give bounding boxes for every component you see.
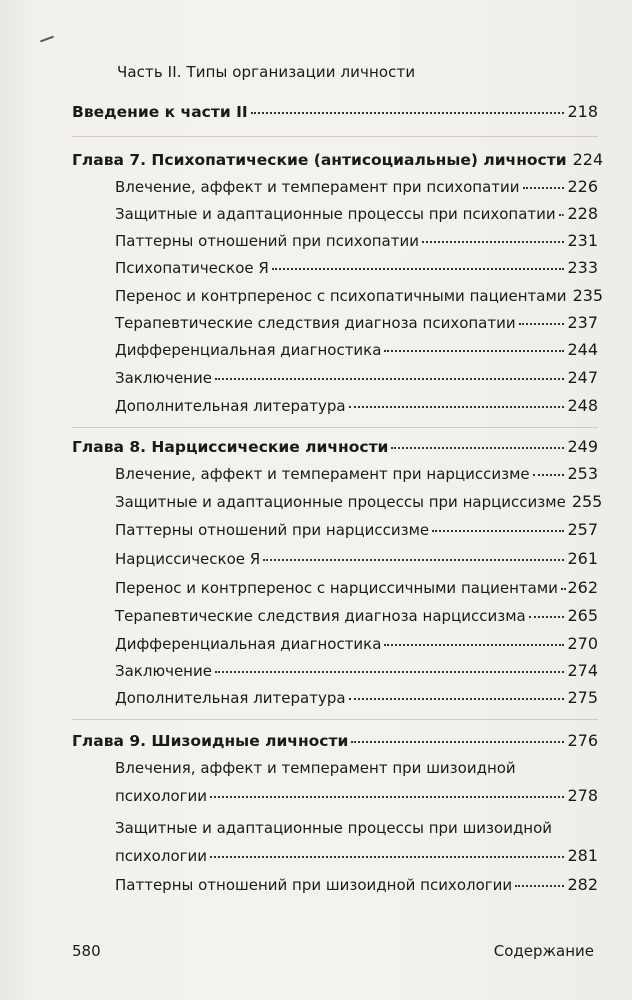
page-number: 580 <box>72 942 101 960</box>
toc-entry[interactable]: психологии 281 <box>115 846 598 865</box>
section-divider <box>72 719 598 720</box>
toc-entry[interactable]: Влечение, аффект и темперамент при психопатии 226 <box>115 177 598 196</box>
dot-leader <box>391 446 564 449</box>
toc-entry[interactable]: Защитные и адаптационные процессы при нарциссизме 255 <box>115 492 603 511</box>
dot-leader <box>210 855 564 858</box>
part-heading: Часть II. Типы организации личности <box>117 63 416 81</box>
toc-entry[interactable]: Перенос и контрперенос с психопатичными пациентами 235 <box>115 286 604 305</box>
dot-leader <box>351 740 564 743</box>
dot-leader <box>384 349 564 352</box>
dot-leader <box>263 558 564 561</box>
toc-entry[interactable]: Нарциссическое Я 261 <box>115 549 598 568</box>
dot-leader <box>432 529 564 532</box>
toc-entry[interactable]: Терапевтические следствия диагноза нарциссизма 265 <box>115 606 598 625</box>
dot-leader <box>251 111 565 114</box>
dot-leader <box>515 884 564 887</box>
toc-entry[interactable]: Заключение 247 <box>115 368 598 387</box>
toc-entry[interactable]: Заключение 274 <box>115 661 598 680</box>
dot-leader <box>559 213 565 216</box>
toc-entry-line: Защитные и адаптационные процессы при шизоидной <box>115 819 553 837</box>
dot-leader <box>533 473 565 476</box>
toc-entry[interactable]: Паттерны отношений при нарциссизме 257 <box>115 520 598 539</box>
toc-entry[interactable]: Влечение, аффект и темперамент при нарциссизме 253 <box>115 464 598 483</box>
toc-entry-line: Влечения, аффект и темперамент при шизоидной <box>115 759 516 777</box>
dot-leader <box>215 670 564 673</box>
dot-leader <box>519 322 565 325</box>
toc-entry[interactable]: Терапевтические следствия диагноза психопатии 237 <box>115 313 598 332</box>
toc-entry[interactable]: психологии 278 <box>115 786 598 805</box>
toc-entry-chapter-8[interactable]: Глава 8. Нарциссические личности 249 <box>72 437 598 456</box>
dot-leader <box>422 240 564 243</box>
dot-leader <box>349 405 565 408</box>
dot-leader <box>529 615 565 618</box>
page-corner-mark <box>40 36 54 43</box>
dot-leader <box>210 795 564 798</box>
dot-leader <box>384 643 564 646</box>
toc-entry-chapter-9[interactable]: Глава 9. Шизоидные личности 276 <box>72 731 598 750</box>
dot-leader <box>523 186 565 189</box>
toc-entry[interactable]: Дополнительная литература 275 <box>115 688 598 707</box>
dot-leader <box>349 697 565 700</box>
running-footer: Содержание <box>493 942 594 960</box>
toc-entry-chapter-7[interactable]: Глава 7. Психопатические (антисоциальные) личности 224 <box>72 150 604 169</box>
dot-leader <box>215 377 564 380</box>
section-divider <box>72 427 598 428</box>
dot-leader <box>561 587 565 590</box>
toc-entry[interactable]: Паттерны отношений при психопатии 231 <box>115 231 598 250</box>
toc-entry[interactable]: Защитные и адаптационные процессы при психопатии 228 <box>115 204 598 223</box>
toc-entry[interactable]: Паттерны отношений при шизоидной психологии 282 <box>115 875 598 894</box>
toc-entry-intro[interactable]: Введение к части II 218 <box>72 102 598 121</box>
toc-entry[interactable]: Дифференциальная диагностика 244 <box>115 340 598 359</box>
dot-leader <box>272 267 565 270</box>
section-divider <box>72 136 598 137</box>
toc-entry[interactable]: Психопатическое Я 233 <box>115 258 598 277</box>
toc-entry[interactable]: Дополнительная литература 248 <box>115 396 598 415</box>
toc-entry[interactable]: Перенос и контрперенос с нарциссичными пациентами 262 <box>115 578 598 597</box>
toc-entry[interactable]: Дифференциальная диагностика 270 <box>115 634 598 653</box>
